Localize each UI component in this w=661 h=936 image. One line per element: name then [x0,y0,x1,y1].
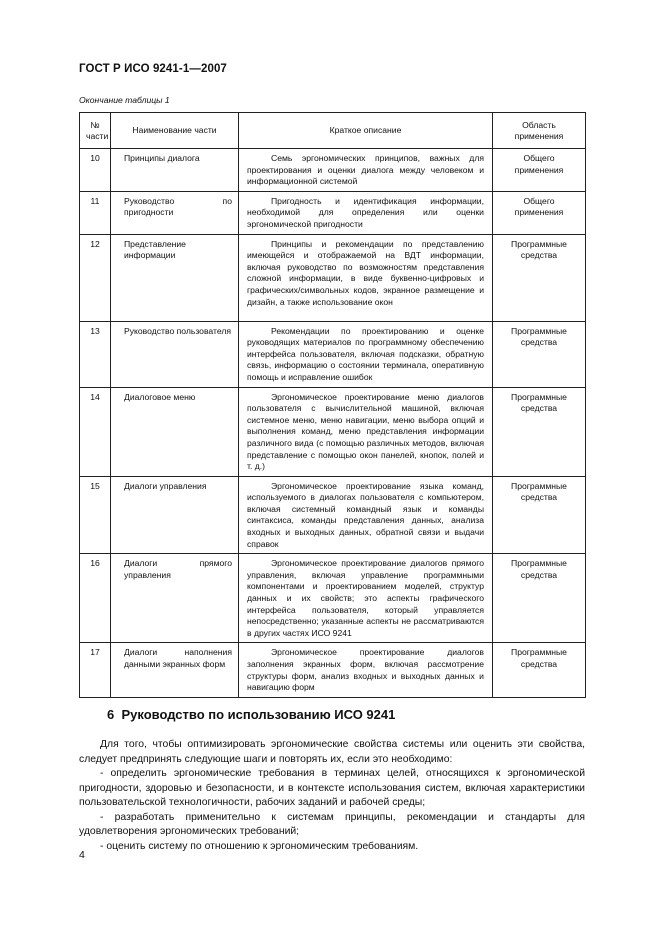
part-number: 12 [90,238,100,249]
part-description: Эргономическое проектирование языка команд, используемого в диалогах пользователя с компьютером, включая системный командный язык и команды синтаксиса, команды представления данных, анализа входных и выходных данных, обратной связи и выдачи справок [247,480,484,549]
page-number: 4 [79,849,85,861]
part-description: Рекомендации по проектированию и оценке руководящих материалов по программному обеспечению интерфейса пользователя, включая подсказки, обратную связь, информацию о состоянии терминала, оперативную помощь и исправление ошибок [247,325,484,382]
part-number: 10 [90,153,100,163]
part-scope: Программные средства [511,480,567,503]
part-description: Семь эргономических принципов, важных для проектирования и оценки диалога между человеком и информационной системой [247,153,484,187]
header-part-number: № части [80,113,111,149]
part-scope: Программные средства [511,647,567,669]
bullet-item: - оценить систему по отношению к эргономическим требованиям. [100,840,419,852]
table-row [80,321,586,387]
part-scope: Программные средства [511,325,567,348]
bullet-item: - разработать применительно к системам принципы, рекомендации и стандарты для удовлетворения эргономических требований; [79,811,585,837]
part-number: 11 [90,195,100,206]
part-description: Принципы и рекомендации по представлению имеющейся и отображаемой на ВДТ информации, включая руководство по возможностям представления сложной информации, в виде буквенно-цифровых и графических/символьных кодов, экранное размещение и дизайн, а также использование окон [247,238,484,307]
part-number: 16 [90,558,100,569]
part-number: 14 [90,391,100,402]
body-paragraph: Для того, чтобы оптимизировать эргономические свойства системы или оценить эти свойства, следует предпринять следующие шаги и повторять их, если это необходимо: [79,739,585,765]
part-description: Пригодность и идентификация информации, необходимой для определения или оценки эргономической пригодности [247,195,484,229]
header-description: Краткое описание [239,113,493,149]
bullet-item: - определить эргономические требования в терминах целей, относящихся к эргономической пригодности, здоровью и безопасности, и в контексте использования систем, включая характеристики пользовательской технологичности, рабочих заданий и рабочей среды; [79,768,585,808]
part-scope: Программные средства [511,558,567,580]
part-scope: Общего применения [514,153,564,175]
table-row [80,191,586,234]
part-scope: Общего применения [514,195,564,218]
table-caption: Окончание таблицы 1 [79,95,170,105]
part-name: Руководство пользователя [124,325,232,336]
part-name: Диалоги прямого управления [124,558,232,580]
part-scope: Программные средства [511,238,567,261]
table-row [80,387,586,476]
table-row [80,643,586,698]
document-header: ГОСТ Р ИСО 9241-1—2007 [79,63,227,75]
part-name: Диалоговое меню [124,391,196,402]
part-description: Эргономическое проектирование диалогов заполнения экранных форм, включая рассмотрение структуры форм, анализ входных и выходных данных и навигацию форм [247,647,484,693]
part-description: Эргономическое проектирование диалогов прямого управления, включая управление программными компонентами и проектированием моделей, структур данных и их свойств; это аспекты графического интерфейса пользователя, который управляется непосредственно; указанные аспекты не рассматриваются в других частях ИСО 9241 [247,558,484,638]
table-header-row [80,113,586,149]
section-body [79,738,585,854]
iso-parts-table [79,112,586,698]
header-scope: Область применения [493,113,586,149]
part-name: Представление информации [124,238,186,261]
part-number: 15 [90,480,100,491]
header-part-name: Наименование части [111,113,239,149]
table-row [80,554,586,643]
part-name: Диалоги управления [124,480,207,491]
part-name: Руководство по пригодности [124,195,232,218]
part-description: Эргономическое проектирование меню диалогов пользователя с вычислительной машиной, включая системное меню, меню навигации, меню выбора опций и выполнения команд, меню представления информации различного вида (с помощью различных методов, включая представление с помощью окон панелей, кнопок, полей и т. д.) [247,391,484,472]
part-number: 13 [90,325,100,336]
table-row [80,476,586,554]
table-row [80,149,586,192]
part-name: Диалоги наполнения данными экранных форм [124,647,232,669]
part-name: Принципы диалога [124,153,200,163]
table-row [80,234,586,321]
section-title: 6 Руководство по использованию ИСО 9241 [107,707,396,722]
part-number: 17 [90,647,100,658]
part-scope: Программные средства [511,391,567,414]
